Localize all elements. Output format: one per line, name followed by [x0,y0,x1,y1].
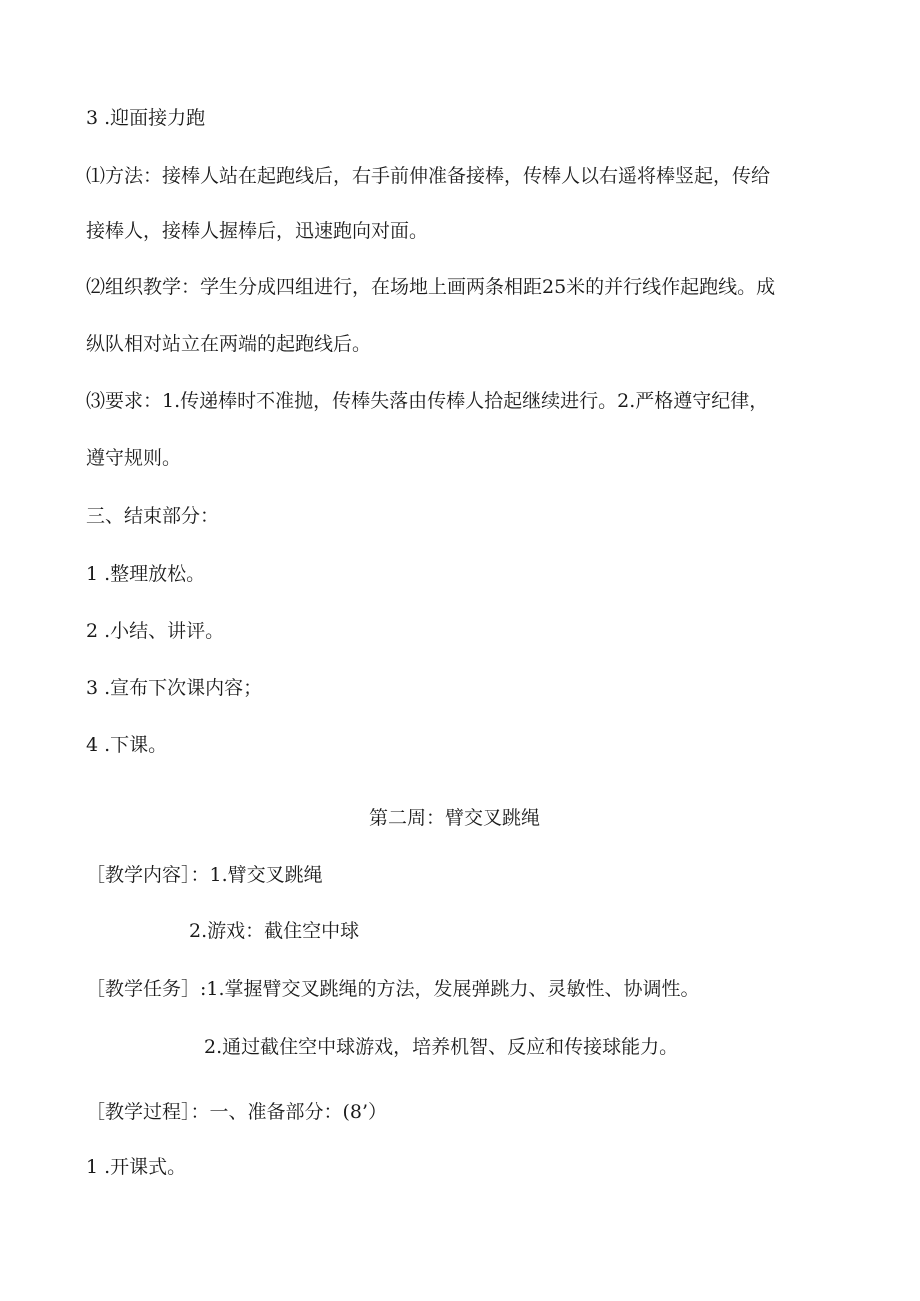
organization-line-2: 纵队相对站立在两端的起跑线后。 [86,333,372,355]
closing-item-4: 4 .下课。 [86,734,168,756]
method-line-2: 接棒人，接棒人握棒后，迅速跑向对面。 [86,220,429,242]
opening-ceremony-item: 1 .开课式。 [86,1156,187,1178]
teaching-tasks-line-1: ［教学任务］:1.掌握臂交叉跳绳的方法，发展弹跳力、灵敏性、协调性。 [86,978,700,1000]
closing-item-3: 3 .宣布下次课内容； [86,677,263,699]
requirements-line-1: ⑶要求：1.传递棒时不准抛，传棒失落由传棒人拾起继续进行。2.严格遵守纪律， [86,390,769,412]
closing-item-2: 2 .小结、讲评。 [86,620,225,642]
relay-heading: 3 .迎面接力跑 [86,107,206,129]
closing-item-1: 1 .整理放松。 [86,563,206,585]
week-two-title: 第二周：臂交叉跳绳 [369,807,541,829]
teaching-content-line-2: 2.游戏：截住空中球 [189,920,360,942]
closing-section-heading: 三、结束部分： [86,505,220,527]
method-line-1: ⑴方法：接棒人站在起跑线后，右手前伸准备接棒，传棒人以右遥将棒竖起，传给 [86,165,771,187]
requirements-line-2: 遵守规则。 [86,447,182,469]
teaching-process-line: ［教学过程］：一、准备部分：(8’） [86,1101,388,1123]
teaching-content-line-1: ［教学内容］：1.臂交叉跳绳 [86,864,323,886]
teaching-tasks-line-2: 2.通过截住空中球游戏，培养机智、反应和传接球能力。 [204,1036,679,1058]
organization-line-1: ⑵组织教学：学生分成四组进行，在场地上画两条相距25米的并行线作起跑线。成 [86,276,776,298]
